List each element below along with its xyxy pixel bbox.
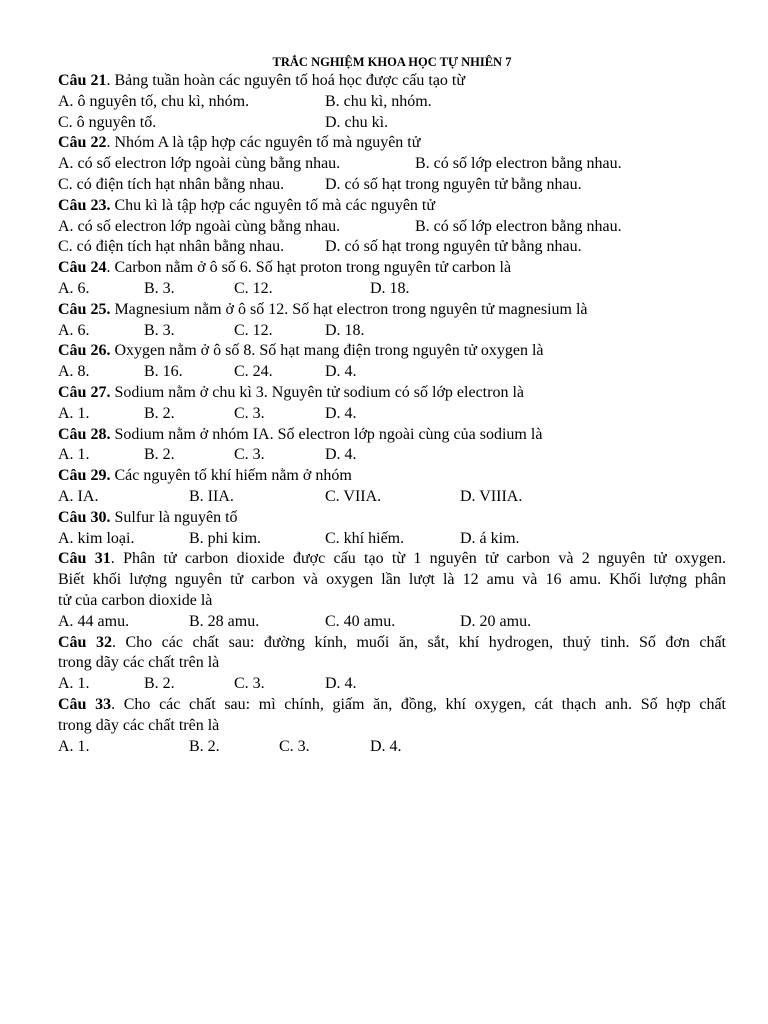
question-stem-line: . Phân tử carbon dioxide được cấu tạo từ 1 nguyên tử carbon và 2 nguyên tử oxygen.	[110, 550, 726, 568]
option-b: B. 2.	[189, 737, 220, 755]
option-a: A. có số electron lớp ngoài cùng bằng nhau.	[58, 217, 341, 235]
question-number: Câu 23.	[58, 196, 111, 214]
question-31	[58, 549, 726, 570]
option-d: D. 18.	[370, 279, 410, 297]
option-a: A. 8.	[58, 363, 90, 381]
question-number: Câu 24	[58, 259, 107, 277]
option-c: C. có điện tích hạt nhân bằng nhau.	[58, 238, 285, 256]
option-d: D. VIIIA.	[460, 487, 523, 505]
question-stem: Sulfur là nguyên tố	[110, 508, 238, 526]
option-d: D. chu kì.	[325, 113, 389, 131]
option-d: D. có số hạt trong nguyên tử bằng nhau.	[325, 175, 582, 193]
question-number: Câu 31	[58, 550, 111, 568]
option-b: B. chu kì, nhóm.	[325, 92, 432, 110]
options-row	[58, 279, 726, 300]
question-stem: . Carbon nằm ở ô số 6. Số hạt proton trong nguyên tử carbon là	[106, 259, 512, 277]
options-row	[58, 674, 726, 695]
question-27	[58, 383, 726, 404]
question-number: Câu 25.	[58, 300, 111, 318]
option-a: A. IA.	[58, 487, 99, 505]
question-number: Câu 28.	[58, 425, 111, 443]
option-a: A. có số electron lớp ngoài cùng bằng nhau.	[58, 155, 341, 173]
question-33	[58, 695, 726, 716]
option-a: A. 44 amu.	[58, 612, 130, 630]
question-stem: Sodium nằm ở nhóm IA. Số electron lớp ngoài cùng của sodium là	[110, 425, 543, 443]
option-a: A. 1.	[58, 404, 90, 422]
option-d: D. 4.	[370, 737, 402, 755]
option-d: D. 4.	[325, 446, 357, 464]
options-row	[58, 217, 726, 238]
option-a: A. 6.	[58, 279, 90, 297]
option-d: D. 4.	[325, 675, 357, 693]
question-stem: Các nguyên tố khí hiếm nằm ở nhóm	[110, 467, 352, 485]
option-c: C. 12.	[234, 321, 273, 339]
option-a: A. kim loại.	[58, 529, 135, 547]
options-row	[58, 487, 726, 508]
question-number: Câu 29.	[58, 467, 111, 485]
option-d: D. 4.	[325, 363, 357, 381]
option-a: A. 1.	[58, 737, 90, 755]
question-21	[58, 71, 726, 92]
worksheet	[58, 54, 726, 757]
question-stem: . Nhóm A là tập hợp các nguyên tố mà nguyên tử	[106, 134, 421, 152]
options-row	[58, 92, 726, 113]
option-c: C. 12.	[234, 279, 273, 297]
question-stem: Oxygen nằm ở ô số 8. Số hạt mang điện trong nguyên tử oxygen là	[110, 342, 544, 360]
option-d: D. 18.	[325, 321, 365, 339]
question-number: Câu 30.	[58, 508, 111, 526]
option-b: B. có số lớp electron bằng nhau.	[415, 217, 622, 235]
option-d: D. á kim.	[460, 529, 520, 547]
question-stem: Chu kì là tập hợp các nguyên tố mà các nguyên tử	[110, 196, 436, 214]
options-row	[58, 362, 726, 383]
question-number: Câu 22	[58, 134, 107, 152]
question-stem-line: trong dãy các chất trên là	[58, 654, 220, 672]
option-b: B. 2.	[144, 675, 175, 693]
option-d: D. có số hạt trong nguyên tử bằng nhau.	[325, 238, 582, 256]
option-b: B. IIA.	[189, 487, 234, 505]
options-row	[58, 113, 726, 134]
option-c: C. 40 amu.	[325, 612, 396, 630]
option-b: B. 28 amu.	[189, 612, 260, 630]
option-c: C. 3.	[234, 446, 265, 464]
option-b: B. 3.	[144, 321, 175, 339]
question-23	[58, 196, 726, 217]
options-row	[58, 445, 726, 466]
question-24	[58, 258, 726, 279]
question-number: Câu 33	[58, 695, 112, 713]
question-28	[58, 425, 726, 446]
option-b: B. phi kim.	[189, 529, 262, 547]
question-number: Câu 26.	[58, 342, 111, 360]
options-row	[58, 529, 726, 550]
question-stem-line: . Cho các chất sau: đường kính, muối ăn, sắt, khí hydrogen, thuỷ tinh. Số đơn chất	[111, 633, 727, 651]
option-b: B. 3.	[144, 279, 175, 297]
question-stem-line: . Cho các chất sau: mì chính, giấm ăn, đồng, khí oxygen, cát thạch anh. Số hợp chất	[111, 695, 727, 713]
question-number: Câu 21	[58, 72, 107, 89]
option-a: A. 1.	[58, 446, 90, 464]
question-stem-line: tử của carbon dioxide là	[58, 591, 213, 609]
option-d: D. 4.	[325, 404, 357, 422]
option-b: B. 2.	[144, 404, 175, 422]
question-32	[58, 633, 726, 654]
options-row	[58, 154, 726, 175]
page-title: TRẮC NGHIỆM KHOA HỌC TỰ NHIÊN 7	[272, 55, 512, 69]
options-row	[58, 321, 726, 342]
question-stem: Magnesium nằm ở ô số 12. Số hạt electron trong nguyên tử magnesium là	[110, 300, 588, 318]
option-c: C. 24.	[234, 363, 273, 381]
option-c: C. VIIA.	[325, 487, 382, 505]
question-stem-line: trong dãy các chất trên là	[58, 716, 220, 734]
question-stem: Sodium nằm ở chu kì 3. Nguyên tử sodium có số lớp electron là	[110, 383, 524, 401]
question-29	[58, 466, 726, 487]
options-row	[58, 612, 726, 633]
option-c: C. 3.	[234, 675, 265, 693]
option-c: C. khí hiếm.	[325, 529, 405, 547]
option-a: A. 6.	[58, 321, 90, 339]
options-row	[58, 175, 726, 196]
question-30	[58, 508, 726, 529]
option-b: B. 16.	[144, 363, 183, 381]
option-c: C. 3.	[234, 404, 265, 422]
question-number: Câu 32	[58, 633, 112, 651]
question-number: Câu 27.	[58, 383, 111, 401]
option-b: B. có số lớp electron bằng nhau.	[415, 155, 622, 173]
option-c: C. 3.	[279, 737, 310, 755]
option-d: D. 20 amu.	[460, 612, 532, 630]
question-stem-line: Biết khối lượng nguyên tử carbon và oxygen lần lượt là 12 amu và 16 amu. Khối lượng phân	[58, 571, 726, 589]
options-row	[58, 737, 726, 758]
question-26	[58, 341, 726, 362]
option-a: A. 1.	[58, 675, 90, 693]
question-stem: . Bảng tuần hoàn các nguyên tố hoá học được cấu tạo từ	[106, 72, 466, 89]
question-22	[58, 133, 726, 154]
options-row	[58, 237, 726, 258]
option-c: C. có điện tích hạt nhân bằng nhau.	[58, 175, 285, 193]
options-row	[58, 404, 726, 425]
question-25	[58, 300, 726, 321]
option-c: C. ô nguyên tố.	[58, 113, 157, 131]
option-b: B. 2.	[144, 446, 175, 464]
option-a: A. ô nguyên tố, chu kì, nhóm.	[58, 92, 250, 110]
